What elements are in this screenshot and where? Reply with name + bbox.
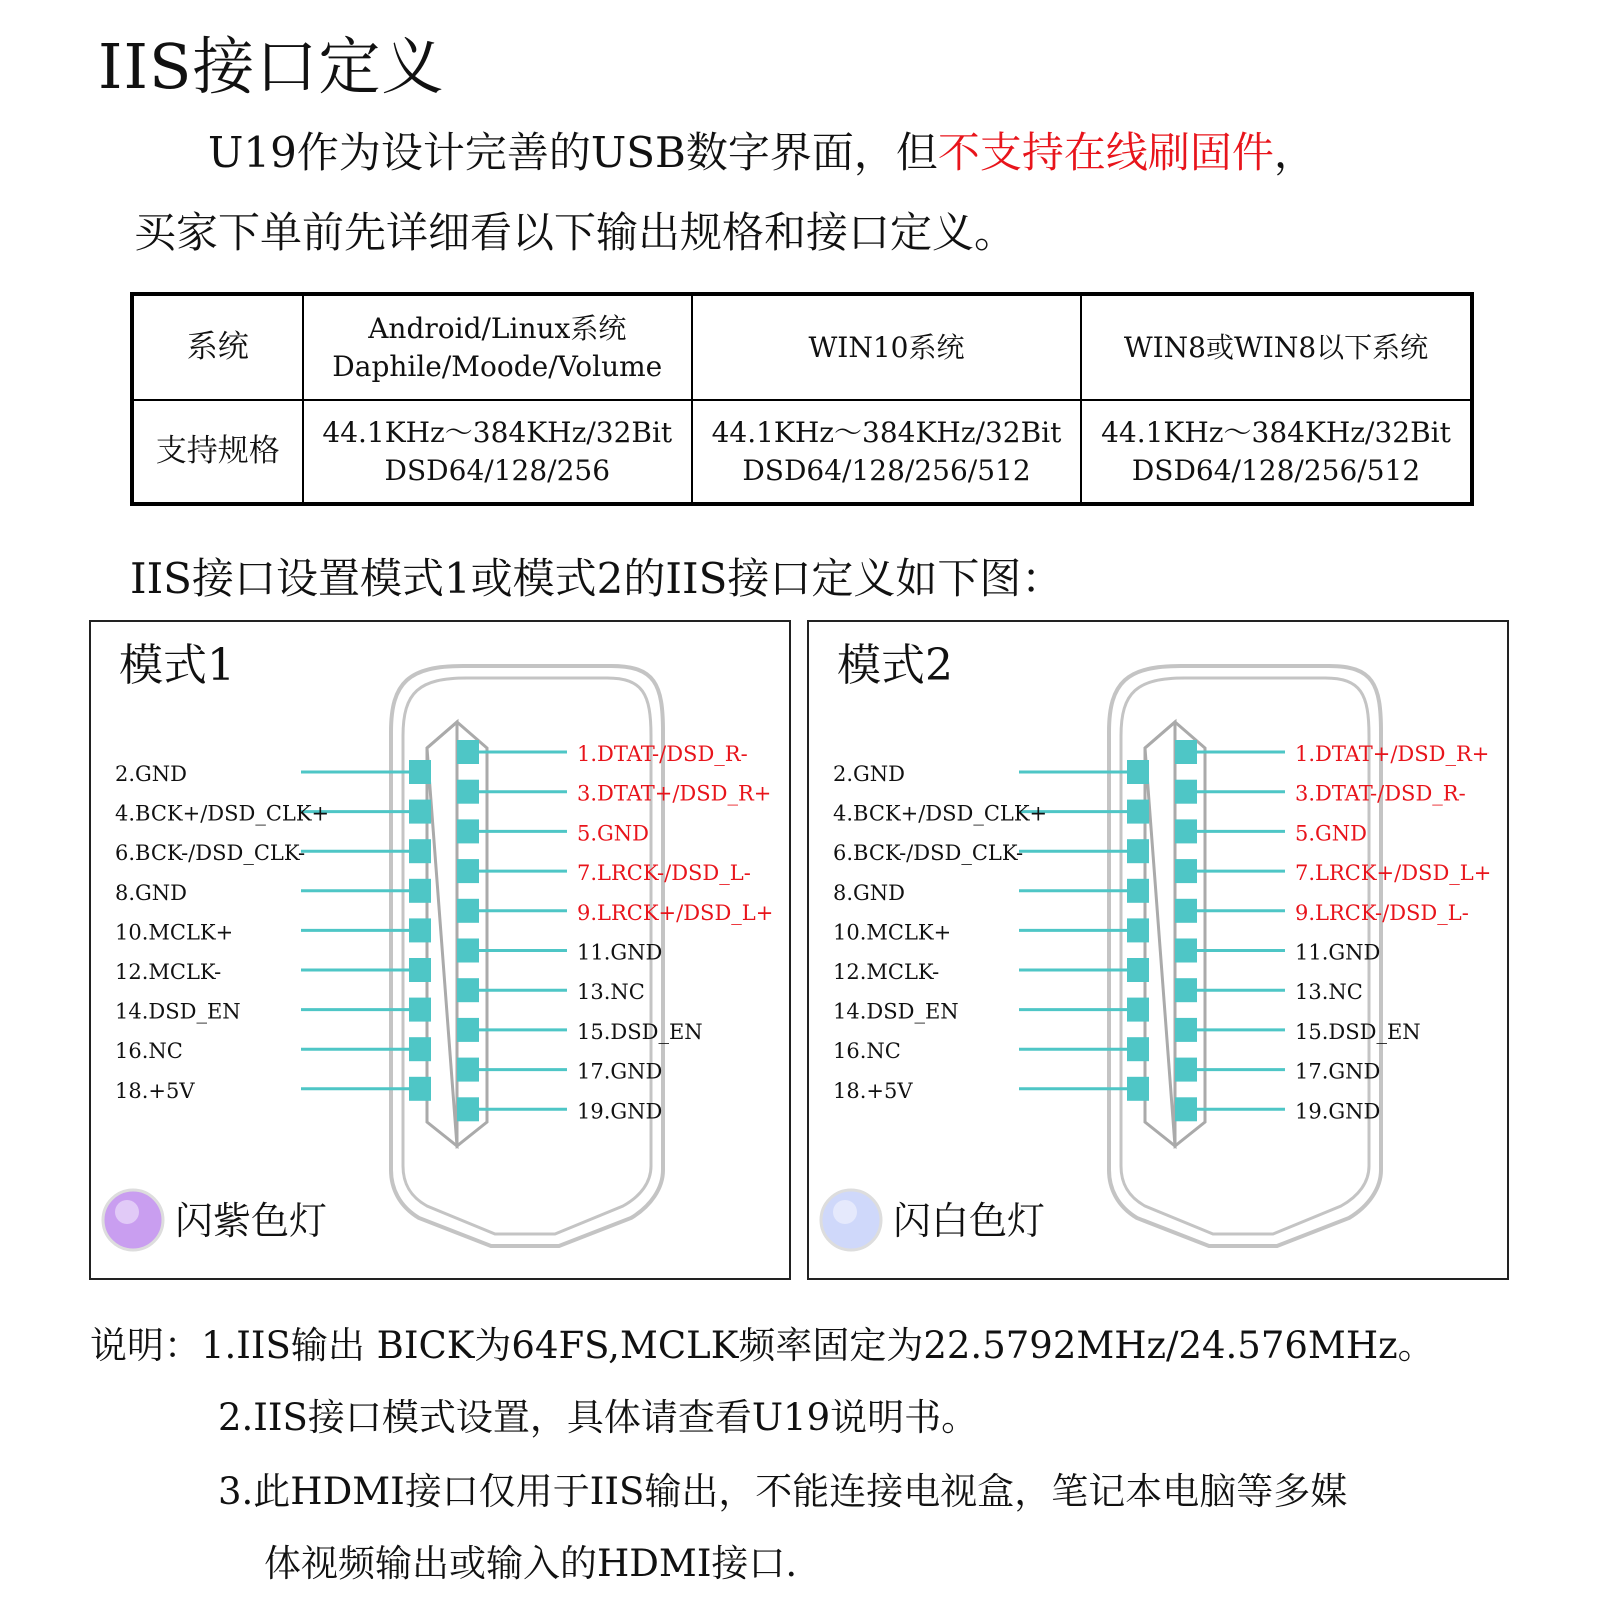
spec-support-row — [132, 400, 1472, 504]
pin-label-right: 3.DTAT-/DSD_R- — [1295, 781, 1466, 806]
spec-support-win10 — [692, 400, 1081, 504]
pin-label-right: 5.GND — [1295, 821, 1368, 846]
pin-label-left: 14.DSD_EN — [115, 999, 241, 1024]
pin-label-right: 17.GND — [577, 1059, 663, 1084]
pin-pad — [1127, 800, 1149, 824]
pin-pad — [1127, 998, 1149, 1022]
pin-label-right: 13.NC — [577, 980, 645, 1005]
spec-line: 44.1KHz～384KHz/32Bit — [711, 415, 1062, 449]
pin-label-left: 18.+5V — [115, 1078, 195, 1103]
spec-row-label: 支持规格 — [132, 400, 303, 504]
pin-label-right: 11.GND — [577, 940, 663, 965]
spec-system-android — [303, 294, 692, 400]
intro-warning: 不支持在线刷固件 — [937, 128, 1274, 177]
pin-pad — [409, 760, 431, 784]
pin-pad — [457, 899, 479, 923]
pin-label-left: 12.MCLK- — [833, 960, 940, 984]
pin-pad — [1127, 1077, 1149, 1101]
note-item: 3.此HDMI接口仅用于IIS输出，不能连接电视盒，笔记本电脑等多媒 — [218, 1470, 1348, 1513]
hdmi-pinout-diagram — [91, 622, 791, 1280]
pin-label-right: 5.GND — [577, 821, 650, 846]
system-line: WIN8或WIN8以下系统 — [1123, 330, 1429, 364]
system-line: Android/Linux系统 — [368, 311, 627, 345]
pin-label-left: 16.NC — [833, 1039, 901, 1064]
pin-pad — [457, 819, 479, 843]
led-label: 闪紫色灯 — [175, 1199, 328, 1243]
pin-pad — [1175, 978, 1197, 1002]
pin-pad — [409, 800, 431, 824]
pin-label-right: 3.DTAT+/DSD_R+ — [577, 781, 772, 806]
intro-punct: ， — [1273, 128, 1316, 177]
note-line-1 — [90, 1324, 1435, 1368]
pin-label-left: 4.BCK+/DSD_CLK+ — [115, 801, 330, 826]
pin-label-left: 4.BCK+/DSD_CLK+ — [833, 801, 1048, 826]
spec-system-win8 — [1081, 294, 1472, 400]
pin-label-left: 2.GND — [833, 762, 906, 786]
pin-label-right: 13.NC — [1295, 980, 1363, 1005]
pin-pad — [457, 780, 479, 804]
pin-label-left: 10.MCLK+ — [833, 920, 952, 945]
pin-pad — [457, 1097, 479, 1121]
pin-pad — [1175, 740, 1197, 764]
note-item: 1.IIS输出 BICK为64FS,MCLK频率固定为22.5792MHz/24.576MHz。 — [201, 1324, 1435, 1367]
note-prefix: 说明： — [90, 1324, 201, 1367]
pin-pad — [1175, 819, 1197, 843]
spec-line: 44.1KHz～384KHz/32Bit — [1101, 415, 1451, 449]
pin-pad — [409, 839, 431, 863]
pin-pad — [457, 1058, 479, 1082]
pin-label-right: 17.GND — [1295, 1059, 1381, 1084]
spec-line: 44.1KHz～384KHz/32Bit — [322, 415, 673, 449]
pin-label-right: 11.GND — [1295, 940, 1381, 965]
pin-pad — [1127, 879, 1149, 903]
pin-label-left: 6.BCK-/DSD_CLK- — [833, 841, 1024, 866]
spec-support-win8 — [1081, 400, 1472, 504]
led-label: 闪白色灯 — [893, 1199, 1046, 1243]
pin-pad — [1127, 760, 1149, 784]
intro-line-2: 买家下单前先详细看以下输出规格和接口定义。 — [134, 208, 1017, 257]
system-line: WIN10系统 — [808, 330, 965, 364]
pin-label-right: 7.LRCK-/DSD_L- — [577, 861, 751, 886]
pin-pad — [1175, 1018, 1197, 1042]
pin-label-left: 10.MCLK+ — [115, 920, 234, 945]
pin-pad — [1127, 918, 1149, 942]
page-title: IIS接口定义 — [98, 30, 445, 103]
spec-header-row — [132, 294, 1472, 400]
mode-1-panel — [89, 620, 791, 1280]
pin-pad — [1127, 1037, 1149, 1061]
pin-label-left: 2.GND — [115, 762, 188, 786]
pin-pad — [1175, 899, 1197, 923]
note-item: 体视频输出或输入的HDMI接口. — [264, 1542, 798, 1585]
spec-support-android — [303, 400, 692, 504]
pin-pad — [409, 879, 431, 903]
pin-pad — [409, 958, 431, 982]
pin-pad — [457, 939, 479, 963]
pin-pad — [457, 978, 479, 1002]
mode-title: 模式2 — [837, 640, 953, 691]
hdmi-pinout-diagram — [809, 622, 1509, 1280]
spec-line: DSD64/128/256/512 — [1131, 453, 1421, 487]
pin-pad — [1175, 1097, 1197, 1121]
pin-label-right: 19.GND — [1295, 1099, 1381, 1124]
pin-pad — [1175, 780, 1197, 804]
pin-label-left: 14.DSD_EN — [833, 999, 959, 1024]
pin-label-right: 1.DTAT-/DSD_R- — [577, 742, 748, 766]
pin-label-right: 1.DTAT+/DSD_R+ — [1295, 742, 1490, 766]
pin-label-left: 18.+5V — [833, 1078, 913, 1103]
pin-label-left: 6.BCK-/DSD_CLK- — [115, 841, 306, 866]
pin-label-left: 8.GND — [115, 880, 188, 905]
pin-pad — [409, 918, 431, 942]
pin-label-right: 15.DSD_EN — [1295, 1019, 1421, 1044]
pin-label-left: 16.NC — [115, 1039, 183, 1064]
intro-text: U19作为设计完善的USB数字界面，但 — [208, 128, 938, 177]
pin-label-right: 15.DSD_EN — [577, 1019, 703, 1044]
pin-pad — [1175, 1058, 1197, 1082]
system-line: Daphile/Moode/Volume — [332, 349, 663, 383]
pin-pad — [457, 740, 479, 764]
pin-pad — [1175, 859, 1197, 883]
spec-table — [130, 292, 1474, 506]
mode-2-panel — [807, 620, 1509, 1280]
pin-pad — [457, 859, 479, 883]
intro-line-1 — [208, 128, 1316, 178]
pin-label-left: 8.GND — [833, 880, 906, 905]
mode-title: 模式1 — [119, 640, 235, 691]
led-highlight — [115, 1200, 139, 1224]
pin-label-right: 7.LRCK+/DSD_L+ — [1295, 861, 1492, 886]
pin-label-left: 12.MCLK- — [115, 960, 222, 984]
note-item: 2.IIS接口模式设置，具体请查看U19说明书。 — [218, 1396, 979, 1439]
pin-pad — [1127, 958, 1149, 982]
spec-line: DSD64/128/256 — [384, 453, 611, 487]
led-highlight — [833, 1200, 857, 1224]
pin-pad — [1127, 839, 1149, 863]
pin-label-right: 19.GND — [577, 1099, 663, 1124]
pin-pad — [409, 998, 431, 1022]
pin-label-right: 9.LRCK+/DSD_L+ — [577, 900, 774, 925]
pin-label-right: 9.LRCK-/DSD_L- — [1295, 900, 1469, 925]
pin-pad — [457, 1018, 479, 1042]
section-subheading: IIS接口设置模式1或模式2的IIS接口定义如下图： — [130, 554, 1064, 603]
spec-line: DSD64/128/256/512 — [742, 453, 1031, 487]
spec-header-label: 系统 — [132, 294, 303, 400]
pin-pad — [1175, 939, 1197, 963]
pin-pad — [409, 1077, 431, 1101]
pin-pad — [409, 1037, 431, 1061]
spec-system-win10 — [692, 294, 1081, 400]
